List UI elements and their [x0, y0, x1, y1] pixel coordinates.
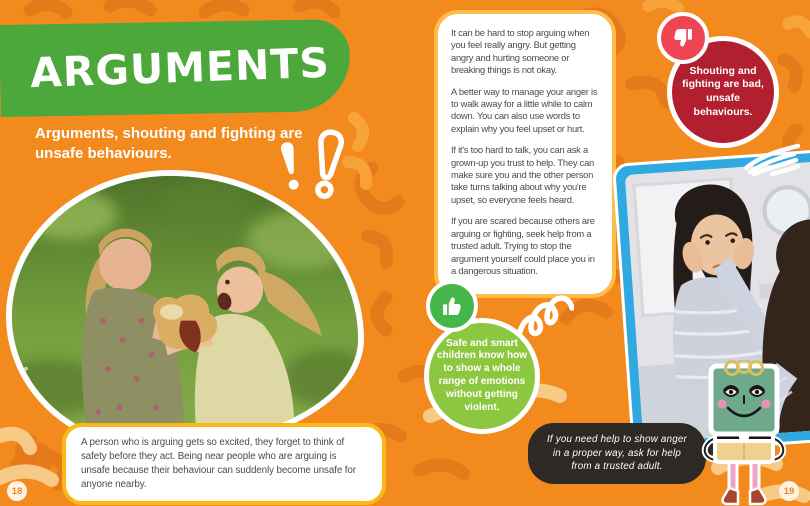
body-paragraph: It can be hard to stop arguing when you feel really angry. But getting angry and hurting someone or breaking things is not okay.	[451, 27, 590, 76]
speech-bubble	[528, 423, 706, 484]
thumbs-up-icon	[426, 280, 478, 332]
body-paragraph: If you are scared because others are arguing or fighting, seek help from a trusted adult. Trying to stop the argument yourself could place you in a dangerous situation.	[451, 215, 595, 276]
body-paragraph: A better way to manage your anger is to walk away for a little while to calm down. You can also use words to explain why you feel upset or hurt.	[451, 85, 598, 134]
caption-bubble	[62, 423, 386, 505]
exclamation-doodle-icon	[276, 128, 360, 206]
page-number-right-text: 19	[783, 485, 795, 497]
thumbs-down-icon	[657, 12, 709, 64]
page-number-left	[7, 481, 27, 501]
speech-bubble-text: If you need help to show anger in a proper way, ask for help from a trusted adult.	[547, 434, 687, 473]
title-banner	[0, 19, 351, 117]
body-paragraph: If it's too hard to talk, you can ask a grown-up you trust to help. They can make sure you and the other person take turns talking about why you're upset, so everyone feels heard.	[451, 144, 594, 205]
green-positive-badge	[418, 280, 552, 440]
caption-text: A person who is arguing gets so excited, they forget to think of safety before they act. Being near people who are arguing is unsafe because their behaviour can suddenly become unsafe for anyone nearby.	[81, 437, 356, 490]
page-title: ARGUMENTS	[29, 38, 331, 98]
mascot-character	[698, 360, 790, 506]
main-text-card	[434, 10, 616, 298]
green-badge-circle	[424, 318, 540, 434]
scribble-doodle-icon	[742, 142, 800, 178]
page-subtitle: Arguments, shouting and fighting are unsafe behaviours.	[35, 125, 303, 163]
page-number-right	[779, 481, 799, 501]
green-badge-text: Safe and smart children know how to show a whole range of emotions without getting violent.	[436, 337, 527, 413]
red-badge-text: Shouting and fighting are bad, unsafe behaviours.	[682, 64, 764, 118]
page-number-left-text: 18	[11, 485, 23, 497]
